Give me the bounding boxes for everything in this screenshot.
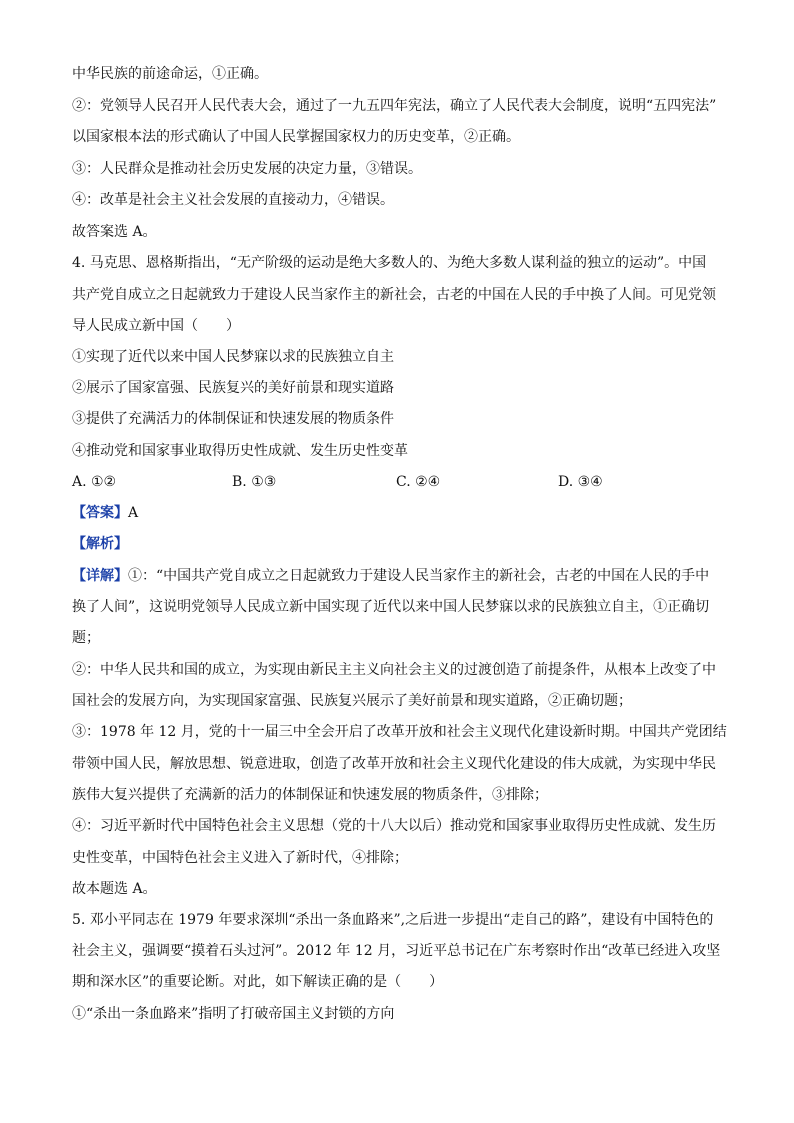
text-line: 以国家根本法的形式确认了中国人民掌握国家权力的历史变革，②正确。 (72, 129, 520, 145)
answer-line (72, 503, 138, 523)
detail-text: ①：“中国共产党自成立之日起就致力于建设人民当家作主的新社会，古老的中国在人民的手中 (128, 568, 710, 584)
option-c: C. ②④ (396, 474, 441, 490)
option-a: A. ①② (72, 474, 117, 490)
question-4-stem: 4. 马克思、恩格斯指出，“无产阶级的运动是绝大多数人的、为绝大多数人谋利益的独立的运动”。中国 (72, 255, 707, 271)
text-line: 族伟大复兴提供了充满新的活力的体制保证和快速发展的物质条件，③排除； (72, 787, 548, 803)
option-d: D. ③④ (558, 474, 603, 490)
text-line: 中华民族的前途命运，①正确。 (72, 66, 268, 82)
text-line: ④：改革是社会主义社会发展的直接动力，④错误。 (72, 192, 394, 208)
text-line: 换了人间”，这说明党领导人民成立新中国实现了近代以来中国人民梦寐以求的民族独立自主，①正确切 (72, 599, 710, 615)
text-line: ③：1978 年 12 月，党的十一届三中全会开启了改革开放和社会主义现代化建设新时期。中国共产党团结 (72, 724, 727, 740)
answer-value: A (128, 505, 139, 521)
text-line: ③：人民群众是推动社会历史发展的决定力量，③错误。 (72, 161, 422, 177)
text-line: 故本题选 A。 (72, 881, 157, 897)
text-line: 题； (72, 630, 100, 646)
statement: ④推动党和国家事业取得历史性成就、发生历史性变革 (72, 443, 408, 459)
question-5-stem: 5. 邓小平同志在 1979 年要求深圳“杀出一条血路来”,之后进一步提出“走自己的路”，建设有中国特色的 (72, 912, 714, 928)
question-4-stem: 导人民成立新中国（ ） (72, 318, 240, 334)
text-line: ④：习近平新时代中国特色社会主义思想（党的十八大以后）推动党和国家事业取得历史性成就、发生历 (72, 818, 716, 834)
statement: ③提供了充满活力的体制保证和快速发展的物质条件 (72, 411, 394, 427)
text-line: 史性变革，中国特色社会主义进入了新时代，④排除； (72, 850, 408, 866)
option-b: B. ①③ (232, 474, 277, 490)
statement: ②展示了国家富强、民族复兴的美好前景和现实道路 (72, 380, 394, 396)
statement: ①实现了近代以来中国人民梦寐以求的民族独立自主 (72, 349, 394, 365)
text-line: ②：党领导人民召开人民代表大会，通过了一九五四年宪法，确立了人民代表大会制度，说明“五四宪法” (72, 98, 717, 114)
analysis-label: 【解析】 (72, 536, 128, 552)
answer-label: 【答案】 (72, 505, 128, 521)
detail-line (72, 566, 709, 586)
analysis-line (72, 534, 128, 554)
text-line: 带领中国人民，解放思想、锐意进取，创造了改革开放和社会主义现代化建设的伟大成就，为实现中华民 (72, 756, 716, 772)
question-5-stem: 社会主义，强调要“摸着石头过河”。2012 年 12 月，习近平总书记在广东考察时作出“改革已经进入攻坚 (72, 943, 721, 959)
question-5-stem: 期和深水区”的重要论断。对此，如下解读正确的是（ ） (72, 974, 444, 990)
text-line: ②：中华人民共和国的成立，为实现由新民主主义向社会主义的过渡创造了前提条件，从根本上改变了中 (72, 662, 716, 678)
text-line: 故答案选 A。 (72, 224, 157, 240)
statement: ①“杀出一条血路来”指明了打破帝国主义封锁的方向 (72, 1006, 395, 1022)
text-line: 国社会的发展方向，为实现国家富强、民族复兴展示了美好前景和现实道路，②正确切题； (72, 693, 632, 709)
question-4-stem: 共产党自成立之日起就致力于建设人民当家作主的新社会，古老的中国在人民的手中换了人间。可见党领 (72, 287, 716, 303)
detail-label: 【详解】 (72, 568, 128, 584)
